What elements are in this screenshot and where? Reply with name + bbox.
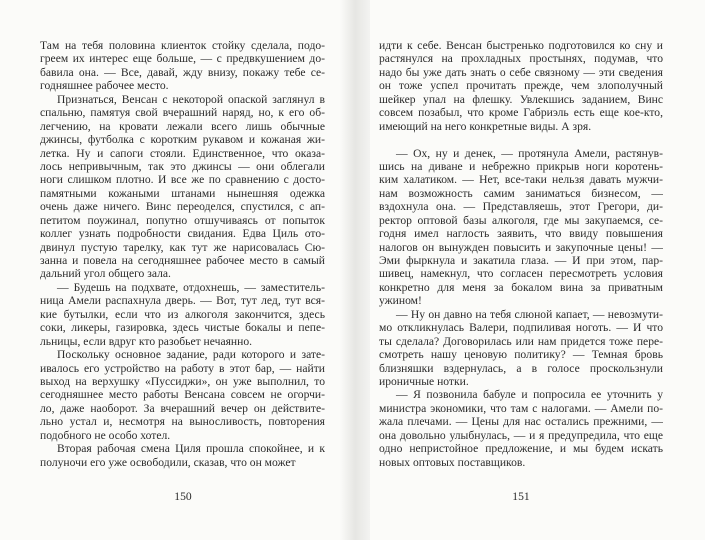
text-line: одно непристойное предложение, и мы будем искать [379, 442, 663, 456]
text-line: близняшки вздернулась, а в голосе проскользнули [379, 361, 663, 375]
text-line: бавила она. — Все, давай, жду внизу, покажу тебе се- [40, 65, 325, 79]
text-line: спальню, памятуя свой вчерашний наряд, но, к его об- [40, 106, 325, 120]
text-line [379, 133, 663, 146]
text-line: идти к себе. Венсан быстренько подготовился ко сну и [379, 39, 663, 52]
text-line: ло, даже наоборот. За вчерашний вечер он действите- [40, 401, 325, 415]
text-line: сегодняшнее место работы Венсана совсем не огорчи- [40, 388, 325, 402]
text-line: ница Амели распахнула дверь. — Вот, тут лед, тут вся- [40, 294, 325, 308]
text-line: — Будешь на подхвате, отдохнешь, — заместитель- [57, 280, 325, 294]
text-line: летка. Ну и сапоги стояли. Единственное, что оказа- [40, 146, 325, 160]
text-line: она довольно улыбнулась, — и я предупредила, что еще [379, 428, 663, 442]
text-line: ужином! [379, 294, 422, 308]
text-line: памятными кожаными штанами нынешняя одежка [40, 186, 325, 200]
text-line: налогов он вынужден повысить и закупочные цены! — [379, 240, 663, 254]
text-line: он тоже успел прочитать прежде, чем злополучный [379, 79, 663, 93]
text-line: очень даже ничего. Винс переоделся, спустился, с ап- [40, 200, 325, 214]
text-line: мо откликнулась Валери, подпиливая ноготь. — И что [379, 321, 663, 335]
text-line: растянулся на прохладных простынях, подумав, что [379, 52, 663, 66]
text-line: ироничные нотки. [379, 374, 469, 388]
text-line: соки, ликеры, газировка, здесь чистые бокалы и пепе- [40, 321, 325, 335]
text-line: выход на верхушку «Пуссиджи», он уже выполнил, то [40, 374, 325, 388]
book-gutter [340, 0, 370, 540]
text-line: лось непривычным, так это джинсы — они облегали [40, 159, 325, 173]
text-line: Вторая рабочая смена Циля прошла спокойнее, и к [57, 442, 325, 456]
text-line: полуночи его уже освободили, сказав, что он может [40, 455, 296, 469]
text-line: коллег узнать подробности свидания. Едва Циль ото- [40, 227, 325, 241]
text-line: годня имел наглость заявить, что ввиду повышения [379, 227, 663, 241]
text-line: дальний угол общего зала. [40, 267, 171, 281]
text-line: министра экономики, что там с налогами. — Амели по- [379, 401, 663, 415]
text-line: годняшнее рабочее место. [40, 79, 169, 93]
text-line: ивалось его устройство на работу в этот бар, — найти [40, 361, 325, 375]
text-line: Поскольку основное задание, ради которого и зате- [57, 348, 325, 362]
text-line: подобного не особо хотел. [40, 428, 171, 442]
left-page-text [40, 39, 325, 469]
text-line: греем их интерес еще больше, — с предвкушением до- [40, 52, 325, 66]
text-line: шейкер упал на флешку. Увлекшись заданием, Винс [379, 92, 663, 106]
text-line: петитом поужинал, попутно отшучиваясь от попыток [40, 213, 325, 227]
text-line: конкретно для меня за бокалом вина за приватным [379, 280, 663, 294]
page-number-right: 151 [512, 490, 530, 503]
text-line: льницы, если вдруг кто разобьет нечаянно. [40, 334, 253, 348]
text-line: нам возможность самим заниматься бизнесом, — [379, 186, 663, 200]
text-line: жала плечами. — Цены для нас остались прежними, — [379, 415, 663, 429]
text-line: джинсы, футболка с коротким рукавом и кожаная жи- [40, 133, 325, 147]
right-page-text [379, 39, 663, 469]
text-line: шись на диване и небрежно прикрыв ноги коротень- [379, 159, 663, 173]
text-line: надо бы уже дать знать о себе связному — эти сведения [379, 65, 663, 79]
text-line: вздохнула она. — Представляешь, этот Грегори, ди- [379, 200, 663, 214]
text-line: — Ох, ну и денек, — протянула Амели, растянув- [396, 146, 663, 160]
text-line: новых оптовых поставщиков. [379, 455, 526, 469]
text-line: занна и повела на сегодняшнее рабочее место в самый [40, 254, 325, 267]
text-line: двинул пустую тарелку, как тут же нарисовалась Сю- [40, 240, 325, 254]
text-line: совсем позабыл, что кроме Габриэль есть еще кое-кто, [379, 106, 663, 120]
text-line: смотреть нашу ценовую политику? — Темная бровь [379, 348, 663, 362]
text-line: кие бутылки, если что из алкоголя закончится, здесь [40, 307, 325, 321]
text-line: шивец, намекнул, что согласен пересмотреть условия [379, 267, 663, 281]
text-line: Признаться, Венсан с некоторой опаской заглянул в [57, 92, 325, 106]
text-line: — Ну он давно на тебя слюной капает, — невозмути- [396, 307, 663, 321]
text-line: Там на тебя половина клиенток стойку сделала, подо- [40, 39, 325, 52]
text-line: ким халатиком. — Нет, все-таки нельзя давать мужчи- [379, 173, 663, 187]
text-line: легчению, на кровати лежали всего лишь обычные [40, 119, 325, 133]
text-line: — Я позвонила бабуле и попросила ее уточнить у [396, 388, 663, 402]
page-number-left: 150 [174, 490, 192, 503]
text-line: льно устал и, несмотря на выносливость, повторения [40, 415, 325, 429]
text-line: Эми фыркнула и закатила глаза. — И при этом, пар- [379, 254, 663, 267]
text-line: ректор оптовой базы алкоголя, где мы закупаемся, се- [379, 213, 663, 227]
text-line: ноги слишком плотно. И все же по сравнению с досто- [40, 173, 325, 187]
text-line: имеющий на него конкретные виды. А зря. [379, 119, 592, 133]
text-line: ты сделала? Договорилась или нам придется тоже пере- [379, 334, 663, 348]
